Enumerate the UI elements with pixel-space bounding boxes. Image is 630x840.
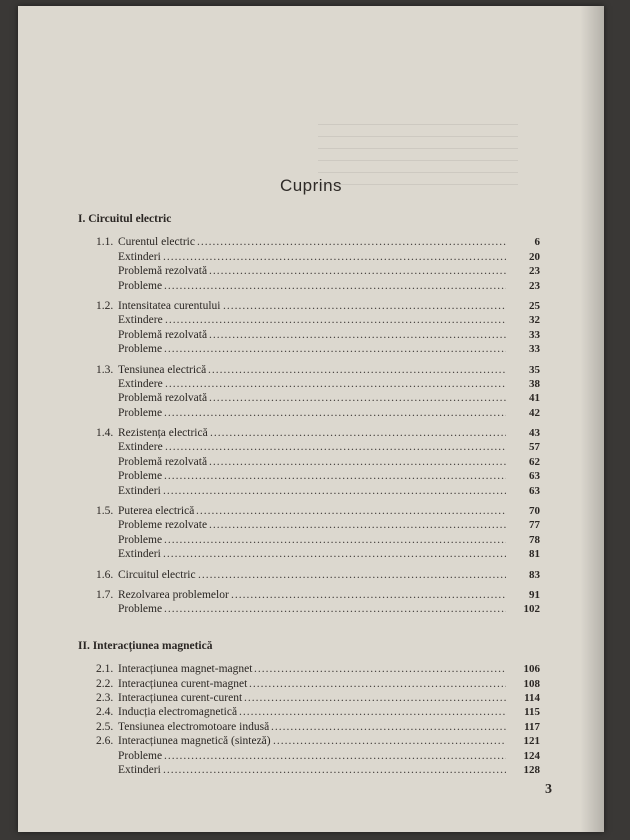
toc-leader-dots (197, 235, 506, 249)
toc-leader-dots (163, 250, 506, 264)
toc-page-number: 41 (510, 391, 540, 405)
toc-page-number: 70 (510, 504, 540, 518)
toc-leader-dots (239, 705, 506, 719)
toc-entry (78, 504, 540, 518)
toc-leader-dots (164, 406, 506, 420)
toc-entry (78, 391, 540, 405)
toc-leader-dots (209, 518, 506, 532)
toc-entry-label: Circuitul electric (118, 568, 196, 581)
toc-entry-label: Probleme (118, 533, 163, 546)
page-gutter-shadow (580, 6, 604, 832)
toc-section-group (78, 426, 540, 498)
toc-entry-label: Puterea electrică (118, 505, 195, 518)
toc-page-number: 6 (510, 235, 540, 249)
toc-entry-number: 2.5. (96, 720, 114, 733)
toc-section-group (78, 504, 540, 562)
toc-entry (78, 518, 540, 532)
toc-page-number: 25 (510, 299, 540, 313)
chapter-heading: I. Circuitul electric (78, 213, 172, 225)
toc-entry (78, 342, 540, 356)
toc-page-number: 114 (510, 691, 540, 705)
toc-page-number: 23 (510, 279, 540, 293)
toc-page-number: 81 (510, 547, 540, 561)
toc-entry (78, 313, 540, 327)
toc-page-number: 35 (510, 363, 540, 377)
toc-page-number: 91 (510, 588, 540, 602)
toc-entry-label: Probleme rezolvate (118, 519, 208, 532)
toc-page-number: 32 (510, 313, 540, 327)
toc-leader-dots (271, 720, 506, 734)
toc-entry-number: 1.1. (96, 236, 114, 249)
toc-entry (78, 691, 540, 705)
toc-entry (78, 662, 540, 676)
toc-leader-dots (164, 749, 506, 763)
chapter-heading: II. Interacțiunea magnetică (78, 639, 213, 652)
toc-page-number: 106 (510, 662, 540, 676)
toc-entry-label: Probleme (118, 406, 163, 419)
toc-entry-label: Interacțiunea curent-curent (118, 691, 243, 704)
toc-page-number: 43 (510, 426, 540, 440)
toc-page-number: 83 (510, 568, 540, 582)
toc-leader-dots (164, 602, 506, 616)
toc-entry-label: Rezistența electrică (118, 427, 208, 440)
toc-page-number: 102 (510, 602, 540, 616)
toc-entry (78, 469, 540, 483)
toc-section-group (78, 299, 540, 357)
toc-section-group (78, 235, 540, 293)
toc-entry (78, 720, 540, 734)
toc-leader-dots (198, 568, 506, 582)
toc-entry-label: Extinderi (118, 484, 161, 497)
toc-page-number: 128 (510, 763, 540, 777)
toc-page-number: 117 (510, 720, 540, 734)
toc-leader-dots (209, 455, 506, 469)
toc-leader-dots (209, 264, 506, 278)
toc-entry (78, 749, 540, 763)
toc-leader-dots (223, 299, 506, 313)
toc-entry (78, 705, 540, 719)
toc-entry-label: Probleme (118, 603, 163, 616)
toc-entry-label: Extindere (118, 377, 163, 390)
toc-entry (78, 426, 540, 440)
toc-leader-dots (209, 328, 506, 342)
toc-entry (78, 250, 540, 264)
toc-entry-label: Tensiunea electromotoare indusă (118, 720, 270, 733)
toc-entry-number: 2.2. (96, 677, 114, 690)
toc-page-number: 20 (510, 250, 540, 264)
toc-entry-label: Problemă rezolvată (118, 455, 208, 468)
toc-entry-label: Extinderi (118, 548, 161, 561)
toc-entry (78, 588, 540, 602)
toc-entry-label: Interacțiunea curent-magnet (118, 677, 248, 690)
toc-entry (78, 547, 540, 561)
toc-page-number: 115 (510, 705, 540, 719)
toc-page-number: 62 (510, 455, 540, 469)
toc-entry-number: 1.7. (96, 589, 114, 601)
toc-entry (78, 602, 540, 616)
toc-entry (78, 235, 540, 249)
toc-entry-label: Rezolvarea problemelor (118, 589, 229, 601)
toc-entry (78, 279, 540, 293)
toc-page-number: 33 (510, 342, 540, 356)
toc-leader-dots (231, 588, 506, 602)
toc-leader-dots (163, 763, 506, 777)
toc-page-number: 108 (510, 677, 540, 691)
toc-entry-label: Interacțiunea magnet-magnet (118, 663, 253, 676)
toc-entry (78, 377, 540, 391)
book-page (18, 6, 604, 832)
toc-entry-label: Curentul electric (118, 236, 195, 249)
toc-page-number: 33 (510, 328, 540, 342)
toc-entry-number: 1.4. (96, 427, 114, 440)
toc-entry-label: Probleme (118, 470, 163, 483)
toc-leader-dots (208, 363, 506, 377)
toc-entry-number: 1.2. (96, 299, 114, 312)
toc-entry (78, 455, 540, 469)
page-title: Cuprins (279, 176, 343, 195)
toc-entry-label: Probleme (118, 749, 163, 762)
toc-page-number: 38 (510, 377, 540, 391)
toc-entry-number: 2.3. (96, 691, 114, 704)
toc-entry (78, 484, 540, 498)
table-of-contents (78, 212, 540, 783)
toc-entry (78, 533, 540, 547)
toc-section-group (78, 363, 540, 421)
toc-entry (78, 568, 540, 582)
toc-entry (78, 299, 540, 313)
toc-entry-number: 1.3. (96, 363, 114, 376)
toc-page-number: 57 (510, 440, 540, 454)
toc-entry-label: Extinderi (118, 763, 161, 776)
toc-entry-label: Probleme (118, 279, 163, 292)
toc-entry (78, 734, 540, 748)
toc-page-number: 77 (510, 518, 540, 532)
toc-leader-dots (165, 377, 506, 391)
toc-leader-dots (209, 391, 506, 405)
toc-page-number: 63 (510, 484, 540, 498)
page-number: 3 (545, 782, 552, 797)
toc-entry (78, 406, 540, 420)
toc-section-group (78, 588, 540, 617)
toc-entry-label: Interacțiunea magnetică (sinteză) (118, 735, 271, 748)
toc-leader-dots (165, 313, 506, 327)
toc-entry-label: Extindere (118, 314, 163, 327)
toc-entry-label: Inducția electromagnetică (118, 706, 238, 719)
toc-leader-dots (164, 533, 506, 547)
toc-entry (78, 763, 540, 777)
toc-entry-label: Extinderi (118, 250, 161, 263)
toc-leader-dots (273, 734, 506, 748)
toc-leader-dots (254, 662, 506, 676)
toc-section-group (78, 568, 540, 582)
toc-entry-number: 1.5. (96, 505, 114, 518)
toc-entry-number: 2.6. (96, 735, 114, 748)
toc-leader-dots (244, 691, 506, 705)
toc-entry-label: Extindere (118, 441, 163, 454)
toc-entry-number: 1.6. (96, 568, 114, 581)
toc-page-number: 124 (510, 749, 540, 763)
toc-leader-dots (196, 504, 506, 518)
toc-leader-dots (249, 677, 506, 691)
toc-entry (78, 328, 540, 342)
toc-entry-label: Intensitatea curentului (118, 299, 221, 312)
toc-entry-label: Probleme (118, 343, 163, 356)
toc-entry-label: Problemă rezolvată (118, 265, 208, 278)
toc-leader-dots (164, 342, 506, 356)
toc-entry-number: 2.1. (96, 663, 114, 676)
toc-entry (78, 677, 540, 691)
toc-entry (78, 363, 540, 377)
toc-page-number: 63 (510, 469, 540, 483)
toc-entry (78, 440, 540, 454)
toc-leader-dots (165, 440, 506, 454)
toc-entry-label: Problemă rezolvată (118, 392, 208, 405)
toc-leader-dots (163, 547, 506, 561)
toc-page-number: 23 (510, 264, 540, 278)
toc-page-number: 121 (510, 734, 540, 748)
toc-entry-label: Tensiunea electrică (118, 363, 207, 376)
toc-leader-dots (210, 426, 506, 440)
toc-page-number: 42 (510, 406, 540, 420)
toc-leader-dots (164, 279, 506, 293)
toc-section-group (78, 662, 540, 777)
toc-leader-dots (163, 484, 506, 498)
toc-entry-number: 2.4. (96, 706, 114, 719)
toc-entry-label: Problemă rezolvată (118, 328, 208, 341)
toc-page-number: 78 (510, 533, 540, 547)
toc-entry (78, 264, 540, 278)
toc-leader-dots (164, 469, 506, 483)
